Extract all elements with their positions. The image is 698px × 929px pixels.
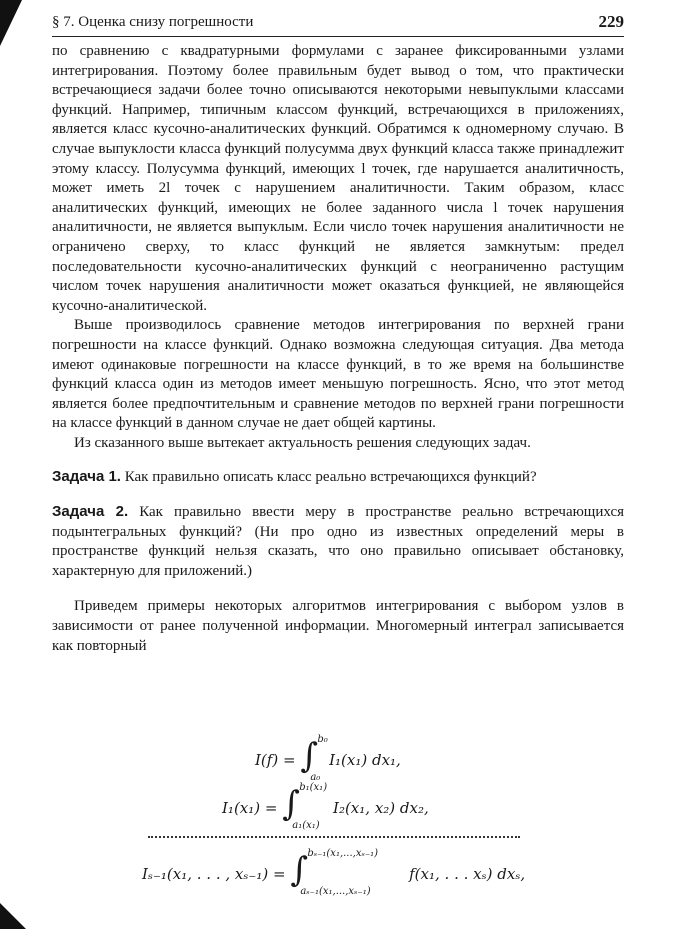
page-header [52, 10, 624, 37]
formula-lhs: I(f) = [255, 751, 296, 769]
section-title: § 7. Оценка снизу погрешности [52, 14, 254, 30]
lower-limit: a₀ [310, 772, 321, 783]
integrand: f(x₁, . . . xₛ) dxₛ, [409, 865, 526, 883]
task-text: Как правильно ввести меру в пространстве реально встречающихся подынтегральных функций? (Ни про одно из известных определений меры в пространстве функций нельзя сказать, что оно правильно описывает обстановку, характерную для приложений.) [52, 504, 625, 579]
task-2 [52, 502, 624, 581]
lower-limit: aₛ₋₁(x₁,...,xₛ₋₁) [300, 886, 371, 897]
lower-limit: a₁(x₁) [292, 820, 320, 831]
paragraph: Выше производилось сравнение методов интегрирования по верхней грани погрешности на классе функций. Однако возможна следующая ситуация. Два метода имеют одинаковые погрешности на классе функций, в то же время на большинстве функций класса один из методов имеет меньшую погрешность. Ясно, что этот метод является более предпочтительным и сравнение методов по верхней грани погрешности на классе функций в данном случае не дает общей картины. [52, 317, 624, 432]
formula-1 [255, 734, 401, 783]
ellipsis-rule [148, 834, 520, 838]
integral-sign: ∫ bₛ₋₁(x₁,...,xₛ₋₁) aₛ₋₁(x₁,...,xₛ₋₁) [290, 848, 379, 897]
paragraph: Приведем примеры некоторых алгоритмов интегрирования с выбором узлов в зависимости от ранее полученной информации. Многомерный интеграл записывается как повторный [52, 598, 624, 654]
formula-lhs: I₁(x₁) = [222, 799, 278, 817]
paragraph: по сравнению с квадратурными формулами с заранее фиксированными узлами интегрирования. Поэтому более правильным будет вывод о том, что практически встречающиеся задачи более точно описываются некоторыми невыпуклыми классами функций. Например, типичным классом функций, встречающихся в приложениях, является класс кусочно-аналитических функций. Обратимся к одномерному случаю. В случае выпуклости класса функций полусумма двух функций класса также принадлежит этому классу. Полусумма функций, имеющих l точек, где нарушается аналитичность, может иметь 2l точек с нарушением аналитичности. Таким образом, класс аналитических функций, имеющих не более заданного числа l точек нарушения аналитичности, не является выпуклым. Если число точек нарушения аналитичности не ограничено сверху, то класс функций не является замкнутым: предел последовательности кусочно-аналитических функций с неограниченно растущим числом точек нарушения аналитичности может оказаться функцией, не являющейся кусочно-аналитической. [52, 43, 624, 314]
integral-sign: ∫ b₁(x₁) a₁(x₁) [282, 782, 328, 831]
upper-limit: bₛ₋₁(x₁,...,xₛ₋₁) [307, 848, 379, 859]
formula-lhs: Iₛ₋₁(x₁, . . . , xₛ₋₁) = [142, 865, 286, 883]
body-text [52, 42, 624, 656]
integrand: I₁(x₁) dx₁, [329, 751, 401, 769]
formula-3 [142, 848, 526, 897]
integral-sign: ∫ b₀ a₀ [300, 734, 328, 783]
upper-limit: b₀ [317, 734, 328, 745]
task-label: Задача 1. [52, 468, 121, 486]
task-text: Как правильно описать класс реально встречающихся функций? [124, 469, 537, 486]
task-label: Задача 2. [52, 503, 129, 521]
integrand: I₂(x₁, x₂) dx₂, [333, 799, 429, 817]
formula-2 [222, 782, 429, 831]
scan-corner-top [0, 0, 22, 46]
page-number: 229 [598, 12, 624, 31]
upper-limit: b₁(x₁) [299, 782, 328, 793]
paragraph: Из сказанного выше вытекает актуальность решения следующих задач. [74, 434, 531, 451]
scan-corner-bottom [0, 903, 26, 929]
task-1 [52, 467, 624, 488]
